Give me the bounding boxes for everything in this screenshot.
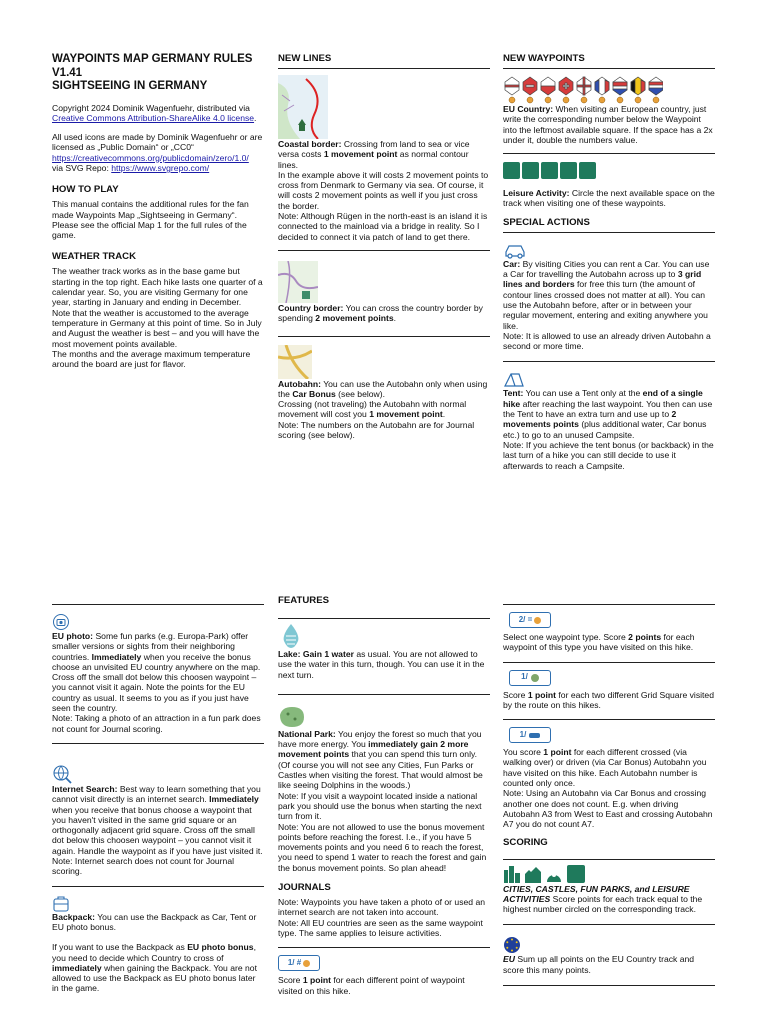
internet-search-icon <box>52 764 72 784</box>
column-right-bottom <box>503 604 715 986</box>
journal-waypoint-type-pill: 1/ # <box>278 955 320 971</box>
coastal-border-map-icon <box>278 75 328 139</box>
cycling-icon <box>560 162 577 179</box>
journals-p1: Note: Waypoints you have taken a photo of or used an internet search are not taken into account. <box>278 897 486 918</box>
divider <box>278 694 490 695</box>
divider <box>278 618 490 619</box>
divider <box>52 743 264 744</box>
special-actions-heading: SPECIAL ACTIONS <box>503 216 590 228</box>
journal-grid-square-pill: 1/ <box>509 670 551 686</box>
divider <box>503 859 715 860</box>
icons-note: All used icons are made by Dominik Wagenfuehr or are licensed as „Public Domain“ or „CC0“ https://creativecommons.org/publicdomain/zero/1.0/ via SVG Repo: https://www.svgrepo.com/ <box>52 132 263 173</box>
journal-same-type-text: Select one waypoint type. Score 2 points for each waypoint of this type you have visited on this hike. <box>503 632 695 653</box>
journal-score-text: Score 1 point for each different point of waypoint visited on this hike. <box>278 975 465 996</box>
coastal-border-p2: In the example above it will costs 2 movement points to cross from Denmark to Germany via sea. Of course, it will costs 2 movement points as well if you just cross the border. <box>278 169 489 211</box>
new-lines-heading: NEW LINES <box>278 53 332 64</box>
leisure-activity-text: Leisure Activity: Circle the next available space on the track when visiting one of these waypoints. <box>503 188 715 209</box>
journal-autobahn-note: Note: Using an Autobahn via Car Bonus and crossing another one does not count. E.g. when driving Autobahn A3 from West to East and crossing Autobahn A7 you do not count A7. <box>503 788 713 830</box>
eu-country-text: EU Country: When visiting an European country, just write the corresponding number below the Waypoint into the leftmost available square. If the space has a 2x under it, double the numbers value. <box>503 104 713 145</box>
coastal-border-text: Coastal border: Crossing from land to sea or vice versa costs 1 movement point as normal contour lines. <box>278 139 470 170</box>
column-right-top <box>503 53 715 471</box>
national-park-text: National Park: You enjoy the forest so much that you have more energy. You immediately gain 2 more movement points that you can spend this turn only. <box>278 728 482 760</box>
scoring-track-icons <box>503 864 587 884</box>
country-border-text: Country border: You can cross the country border by spending 2 movement points. <box>278 302 483 324</box>
lake-text: Lake: Gain 1 water as usual. You are not allowed to use the water in this turn, though. You can use it in the next turn. <box>278 649 485 680</box>
weather-heading: WEATHER TRACK <box>52 251 137 263</box>
journal-same-type-pill: 2/ = <box>509 612 551 628</box>
autobahn-text: Autobahn: You can use the Autobahn only when using the Car Bonus (see below). <box>278 378 488 399</box>
divider <box>503 924 715 925</box>
national-park-p4: Note: You are not allowed to use the bonus movement points before reaching the forest. I.e., if you have 5 movements points and you need 6 to reach the forest, you need to spend 1 water to reach the forest and gain the bonus movement points. So plan ahead! <box>278 821 487 873</box>
divider <box>503 604 715 605</box>
column-middle-bottom <box>278 595 490 996</box>
features-heading: FEATURES <box>278 595 329 606</box>
how-to-play-text: This manual contains the additional rules for the fan made Waypoints Map „Sightseeing in Germany“. Please see the official Map 1 for the full rules of the game. <box>52 199 249 241</box>
divider <box>278 947 490 948</box>
internet-search-note: Note: Internet search does not count for Journal scoring. <box>52 856 235 877</box>
divider <box>278 336 490 337</box>
climbing-icon <box>541 162 558 179</box>
autobahn-p3: Note: The numbers on the Autobahn are for Journal scoring (see below). <box>278 419 475 441</box>
page-subtitle: SIGHTSEEING IN GERMANY <box>52 80 208 92</box>
weather-p3: The months and the average maximum temperature around the board are just for flavor. <box>52 348 251 370</box>
divider <box>503 68 715 69</box>
divider <box>52 886 264 887</box>
journal-autobahn-text: You score 1 point for each different crossed (via walking over) or driven (via Car Bonus) Autobahn you have visited on this hike. Each Autobahn number is counted only once. <box>503 747 707 789</box>
national-park-p3: Note: If you visit a waypoint located inside a national park you should use the bonus when starting the next turn from it. <box>278 790 482 822</box>
divider <box>503 232 715 233</box>
how-to-play-heading: HOW TO PLAY <box>52 184 119 196</box>
autobahn-p2: Crossing (not traveling) the Autobahn with normal movement will cost you 1 movement point. <box>278 399 467 420</box>
divider <box>52 604 264 605</box>
divider <box>503 662 715 663</box>
divider <box>503 985 715 986</box>
divider <box>278 68 490 69</box>
country-border-map-icon <box>278 261 318 303</box>
scoring-heading: SCORING <box>503 836 548 848</box>
svgrepo-link[interactable]: https://www.svgrepo.com/ <box>111 162 210 173</box>
journals-p2: Note: All EU countries are seen as the same waypoint type. The same applies to leisure activities. <box>278 917 483 938</box>
tent-note: Note: If you achieve the tent bonus (or backback) in the last turn of a hike you can still decide to use it afterwards to reach a Campsite. <box>503 439 714 471</box>
tent-icon <box>503 372 525 388</box>
divider <box>278 250 490 251</box>
skiing-icon <box>579 162 596 179</box>
column-middle-top <box>278 53 490 440</box>
eu-stars-icon <box>503 936 521 954</box>
autobahn-sign-icon <box>529 733 540 738</box>
column-left-bottom <box>52 604 264 994</box>
divider <box>503 153 715 154</box>
weather-p1: The weather track works as in the base game but starting in the top right. Each hike lasts one quarter of a calendar year. So, you are visiting Germany for one year, starting in January and ending in December. <box>52 266 263 308</box>
car-text: Car: By visiting Cities you can rent a Car. You can use a Car for travelling the Autobahn across up to 3 grid lines and borders for free this turn (the amount of contour lines crossed does not matter at all). You can use the Autobahn before, after or in between your regular movement, entering and exiting anywhere you like. <box>503 258 710 331</box>
copyright-text: Copyright 2024 Dominik Wagenfuehr, distributed via Creative Commons Attribution-ShareAlike 4.0 license. <box>52 102 257 123</box>
eu-photo-icon <box>52 613 70 631</box>
divider <box>503 361 715 362</box>
journals-heading: JOURNALS <box>278 882 331 894</box>
license-link[interactable]: Creative Commons Attribution-ShareAlike 4.0 license <box>52 112 255 123</box>
scoring-cities-text: CITIES, CASTLES, FUN PARKS, and LEISURE ACTIVITIES Score points for each track equal to the highest number circled on the corresponding track. <box>503 883 703 915</box>
lake-icon <box>278 623 304 649</box>
cc0-link[interactable]: https://creativecommons.org/publicdomain/zero/1.0/ <box>52 152 249 163</box>
new-waypoints-heading: NEW WAYPOINTS <box>503 53 585 64</box>
column-left-top <box>52 53 264 369</box>
page-title: WAYPOINTS MAP GERMANY RULES V1.41 <box>52 53 253 79</box>
grid-square-icon <box>531 674 539 682</box>
eu-photo-text: EU photo: Some fun parks (e.g. Europa-Park) offer smaller versions or sights from their neighboring countries. Immediately when you receive the bonus choose an unvisited EU country anywhere on the map. Cross off the small dot below this choosen waypoint – you cannot visit it again. Note the points for the EU country as usual. It seems to you as if you just have seen the country. <box>52 631 261 714</box>
hiking-icon <box>503 162 520 179</box>
eu-country-flags-icon <box>503 76 663 104</box>
autobahn-map-icon <box>278 345 312 379</box>
tent-text: Tent: You can use a Tent only at the end of a single hike after reaching the last waypoint. You then can use the Tent to have an extra turn and use up to 2 movements points (plus additional water, Car bonus etc.) to go to an unused Campsite. <box>503 388 713 440</box>
backpack-p2: If you want to use the Backpack as EU photo bonus, you need to decide which Country to cross of immediately when gaining the Backpack. You are not allowed to use the Backpack as EU photo bonus later in the game. <box>52 942 257 994</box>
coastal-border-p3: Note: Although Rügen in the north-east is an island it is connected to the mainload via a bridge in reality. So I decided to connect it via patch of land to get there. <box>278 211 488 242</box>
journal-autobahn-pill: 1/ <box>509 727 551 743</box>
national-park-icon <box>278 705 306 729</box>
car-icon <box>503 241 527 259</box>
internet-search-text: Internet Search: Best way to learn something that you cannot visit directly is an internet search. Immediately when you receive that bonus choose a waypoint that you haven't visited in the same grid square or an orthogonally adjacent grid square. Cross off the small dot below this choosen waypoint – you cannot visit it again. Handle the waypoint as if you have just visited it. <box>52 783 263 856</box>
swimming-icon <box>522 162 539 179</box>
orange-dot-icon <box>303 960 310 967</box>
scoring-eu-text: EU Sum up all points on the EU Country track and score this many points. <box>503 954 695 975</box>
weather-p2: Note that the weather is accustomed to the average temperature in Germany at this point of time. So in July and August the weather is best – and you will have the most movement points available. <box>52 307 262 349</box>
eu-photo-note: Note: Taking a photo of an attraction in a fun park does not count for Journal scoring. <box>52 713 261 734</box>
journal-grid-square-text: Score 1 point for each two different Grid Square visited by the route on this hikes. <box>503 689 714 710</box>
orange-dot-icon <box>534 617 541 624</box>
backpack-text: Backpack: You can use the Backpack as Car, Tent or EU photo bonus. <box>52 911 257 932</box>
leisure-activity-icons <box>503 162 715 182</box>
car-note: Note: It is allowed to use an already driven Autobahn a second or more time. <box>503 330 711 352</box>
divider <box>503 719 715 720</box>
backpack-icon <box>52 896 70 912</box>
national-park-p2: (Of course you will not see any Cities, Fun Parks or Castles when visiting the forest. That would almost be like seeing Dolphins in the woods.) <box>278 759 483 791</box>
